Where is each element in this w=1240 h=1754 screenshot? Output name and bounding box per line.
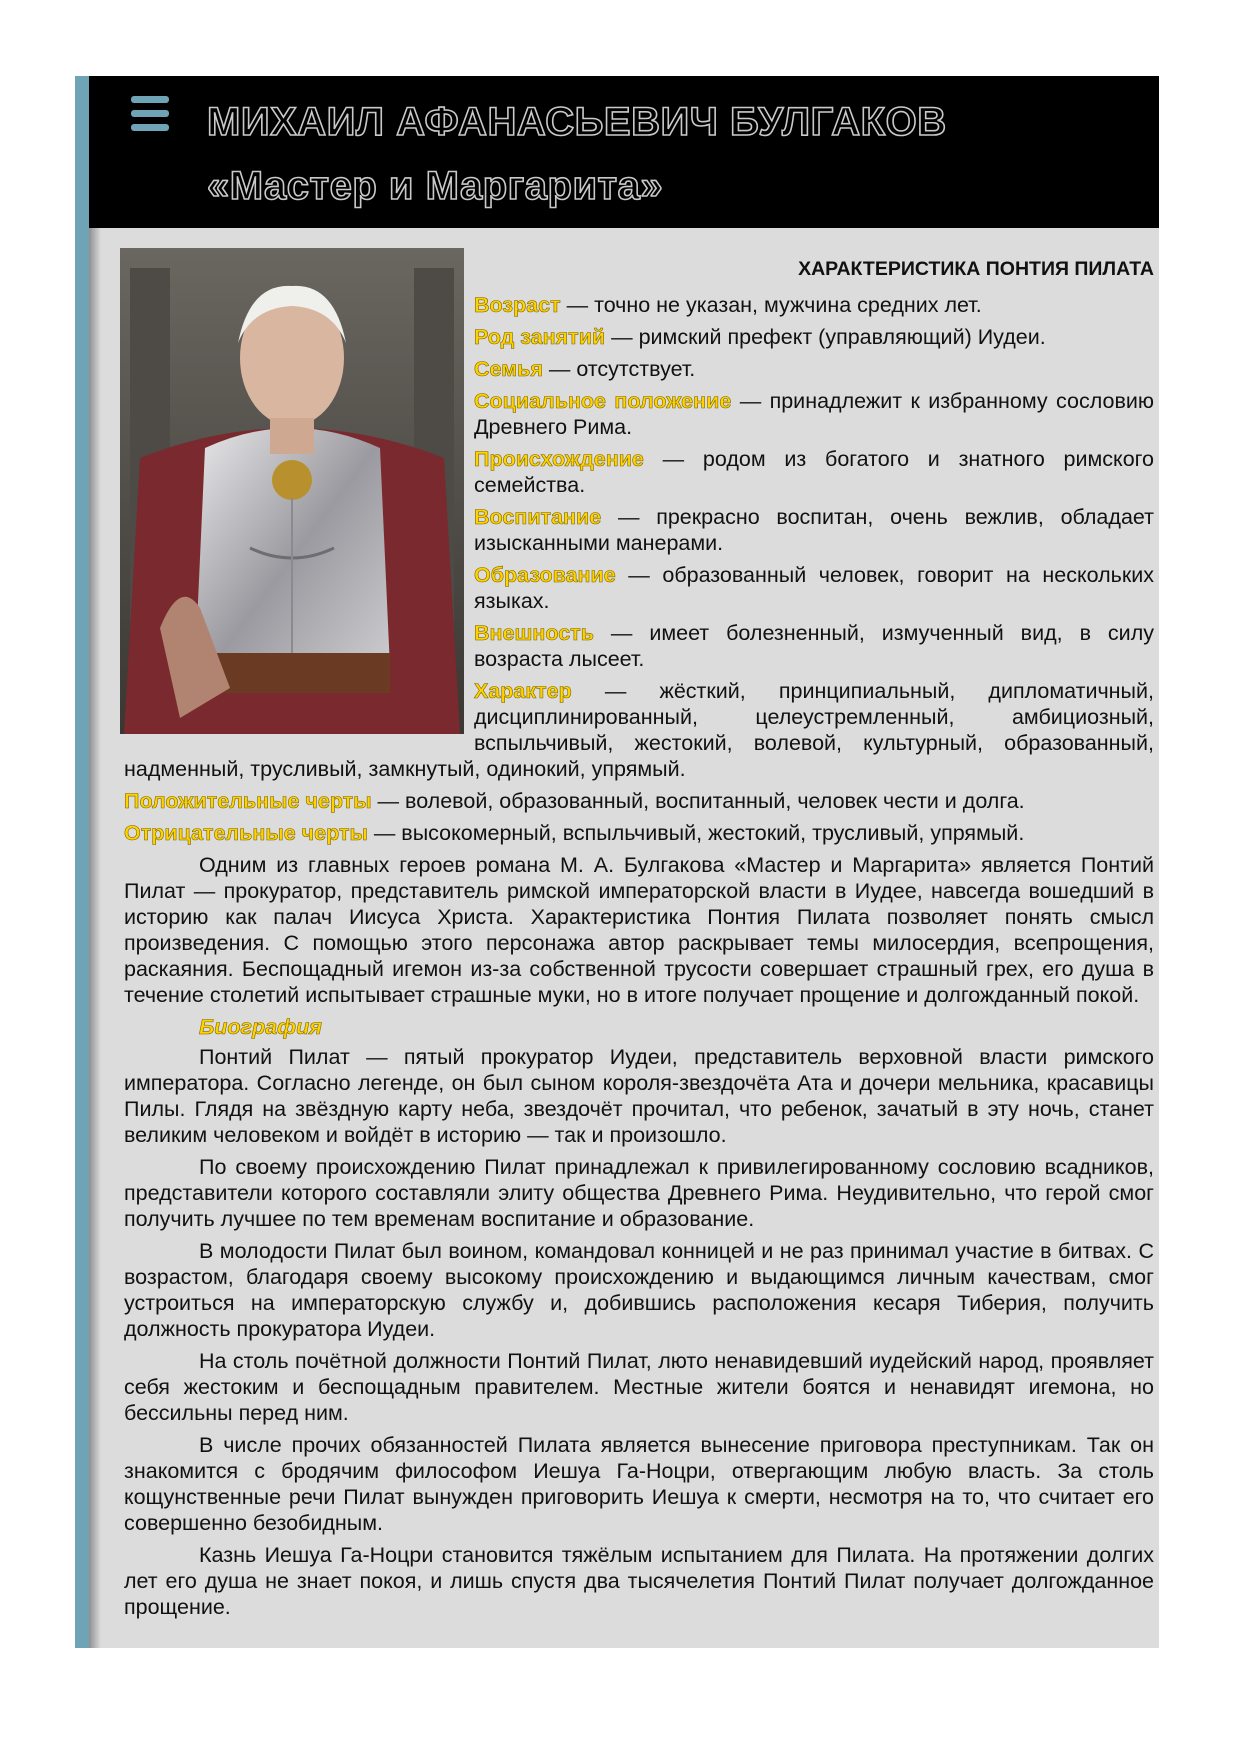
char-text: — римский префект (управляющий) Иудеи. <box>605 325 1046 349</box>
char-label: Семья <box>474 357 543 381</box>
intro-paragraph: Одним из главных героев романа М. А. Булгакова «Мастер и Маргарита» является Понтий Пилат — прокуратор, представитель римской императорской власти в Иудее, навсегда вошедший в историю как палач Иисуса Христа. Характеристика Понтия Пилата позволяет понять смысл произведения. С помощью этого персонажа автор раскрывает темы милосердия, всепрощения, раскаяния. Беспощадный игемон из-за собственной трусости совершает страшный грех, его душа в течение столетий испытывает страшные муки, но в итоге получает прощение и долгожданный покой. <box>124 853 1154 1007</box>
characteristics-heading: ХАРАКТЕРИСТИКА ПОНТИЯ ПИЛАТА <box>798 258 1154 280</box>
biography-heading: Биография <box>199 1015 322 1039</box>
char-label: Род занятий <box>474 325 606 349</box>
biography-paragraph: На столь почётной должности Понтий Пилат, люто ненавидевший иудейский народ, проявляет себя жестоким и беспощадным правителем. Местные жители боятся и ненавидят игемона, но бессильны перед ним. <box>124 1349 1154 1425</box>
char-label: Внешность <box>474 621 594 645</box>
pilate-photo <box>120 248 464 734</box>
char-item-negative <box>124 820 1154 846</box>
char-item-positive <box>124 788 1154 814</box>
biography-paragraph: Казнь Иешуа Га-Ноцри становится тяжёлым испытанием для Пилата. На протяжении долгих лет его душа не знает покоя, и лишь спустя два тысячелетия Понтий Пилат получает долгожданное прощение. <box>124 1543 1154 1619</box>
menu-icon[interactable] <box>131 96 169 138</box>
char-label: Происхождение <box>474 447 644 471</box>
biography-paragraph: Понтий Пилат — пятый прокуратор Иудеи, представитель верховной власти римского императора. Согласно легенде, он был сыном короля-звездочёта Ата и дочери мельника, красавицы Пилы. Глядя на звёздную карту неба, звездочёт прочитал, что ребенок, зачатый в эту ночь, станет великим человеком и войдёт в историю — так и произошло. <box>124 1045 1154 1147</box>
char-text: — отсутствует. <box>542 357 696 381</box>
char-label: Воспитание <box>474 505 602 529</box>
article-body <box>124 248 1154 1626</box>
char-text: — образованный человек, говорит на нескольких языках. <box>474 563 1154 613</box>
char-text: — высокомерный, вспыльчивый, жестокий, трусливый, упрямый. <box>367 821 1025 845</box>
char-label: Характер <box>474 679 572 703</box>
author-title: МИХАИЛ АФАНАСЬЕВИЧ БУЛГАКОВ <box>207 100 947 144</box>
char-label: Положительные черты <box>124 789 372 813</box>
portrait-image <box>120 248 464 734</box>
char-text: — принадлежит к избранному сословию Древнего Рима. <box>474 389 1154 439</box>
char-text: — прекрасно воспитан, очень вежлив, обладает изысканными манерами. <box>474 505 1154 555</box>
char-label: Образование <box>474 563 616 587</box>
left-accent-bar <box>75 76 89 1648</box>
biography-paragraph: По своему происхождению Пилат принадлежал к привилегированному сословию всадников, представители которого составляли элиту общества Древнего Рима. Неудивительно, что герой смог получить лучшее по тем временам воспитание и образование. <box>124 1155 1154 1231</box>
char-text: — родом из богатого и знатного римского семейства. <box>474 447 1154 497</box>
char-label: Отрицательные черты <box>124 821 368 845</box>
char-label: Возраст <box>474 293 561 317</box>
panel-shadow <box>89 228 101 1648</box>
header-banner <box>89 76 1159 228</box>
biography-paragraph: В числе прочих обязанностей Пилата является вынесение приговора преступникам. Так он знакомится с бродячим философом Иешуа Га-Ноцри, отвергающим любую власть. За столь кощунственные речи Пилат вынужден приговорить Иешуа к смерти, несмотря на то, что считает его совершенно безобидным. <box>124 1433 1154 1535</box>
char-text: — точно не указан, мужчина средних лет. <box>560 293 982 317</box>
char-label: Социальное положение <box>474 389 732 413</box>
char-text: — имеет болезненный, измученный вид, в силу возраста лысеет. <box>474 621 1154 671</box>
char-text: — жёсткий, принципиальный, дипломатичный, дисциплинированный, целеустремленный, амбициозный, вспыльчивый, жестокий, волевой, культурный, образованный, надменный, трусливый, замкнутый, одинокий, упрямый. <box>124 679 1154 781</box>
char-text: — волевой, образованный, воспитанный, человек чести и долга. <box>371 789 1025 813</box>
novel-title: «Мастер и Маргарита» <box>207 164 664 208</box>
biography-paragraph: В молодости Пилат был воином, командовал конницей и не раз принимал участие в битвах. С возрастом, благодаря своему высокому происхождению и выдающимся личным качествам, смог устроиться на императорскую службу и, добившись расположения кесаря Тиберия, получить должность прокуратора Иудеи. <box>124 1239 1154 1341</box>
